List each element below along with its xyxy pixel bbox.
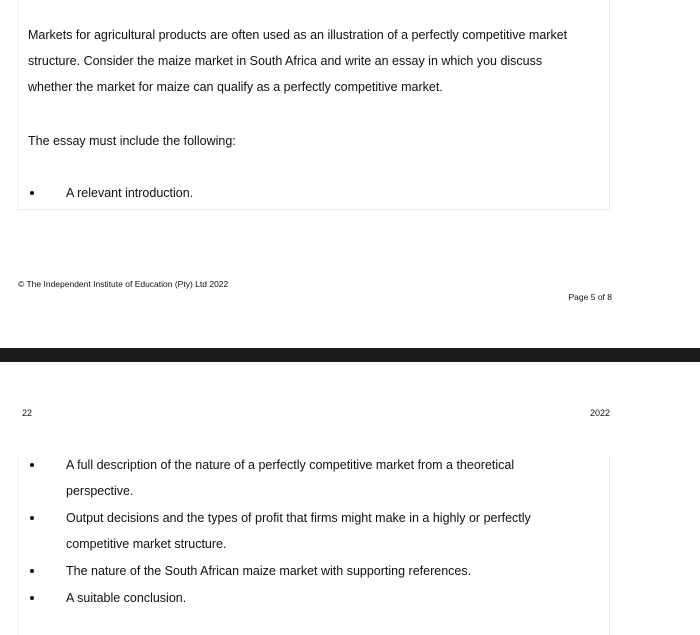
list-item-text: Output decisions and the types of profit that firms might make in a highly or perfectly competitive market structure. <box>66 511 531 551</box>
list-item <box>0 585 576 611</box>
page-separator <box>0 348 700 362</box>
page-number: Page 5 of 8 <box>568 292 612 302</box>
header-year: 2022 <box>589 408 610 418</box>
bullet-icon <box>30 191 34 195</box>
document-page-six <box>0 362 700 635</box>
bullet-icon <box>30 516 34 520</box>
list-item-text: A relevant introduction. <box>66 186 194 200</box>
bullet-icon <box>30 569 34 573</box>
requirements-list-part-one <box>0 180 576 206</box>
header-left-number: 22 <box>22 408 33 418</box>
requirements-list-part-two <box>0 452 576 612</box>
intro-paragraph: Markets for agricultural products are often used as an illustration of a perfectly competitive market structure. Consider the maize market in South Africa and write an essay in which you discuss whether the market for maize can qualify as a perfectly competitive market. <box>28 28 568 94</box>
list-item-text: A full description of the nature of a perfectly competitive market from a theoretical perspective. <box>66 458 515 498</box>
bullet-icon <box>30 463 34 467</box>
essay-requirements-lead: The essay must include the following: <box>28 134 236 148</box>
list-item <box>0 505 576 557</box>
list-item <box>0 452 576 504</box>
list-item-text: The nature of the South African maize market with supporting references. <box>66 564 472 578</box>
list-item <box>0 180 576 206</box>
copyright-footer: © The Independent Institute of Education (Pty) Ltd 2022 <box>18 279 229 289</box>
bullet-icon <box>30 596 34 600</box>
list-item-text: A suitable conclusion. <box>66 591 187 605</box>
list-item <box>0 558 576 584</box>
